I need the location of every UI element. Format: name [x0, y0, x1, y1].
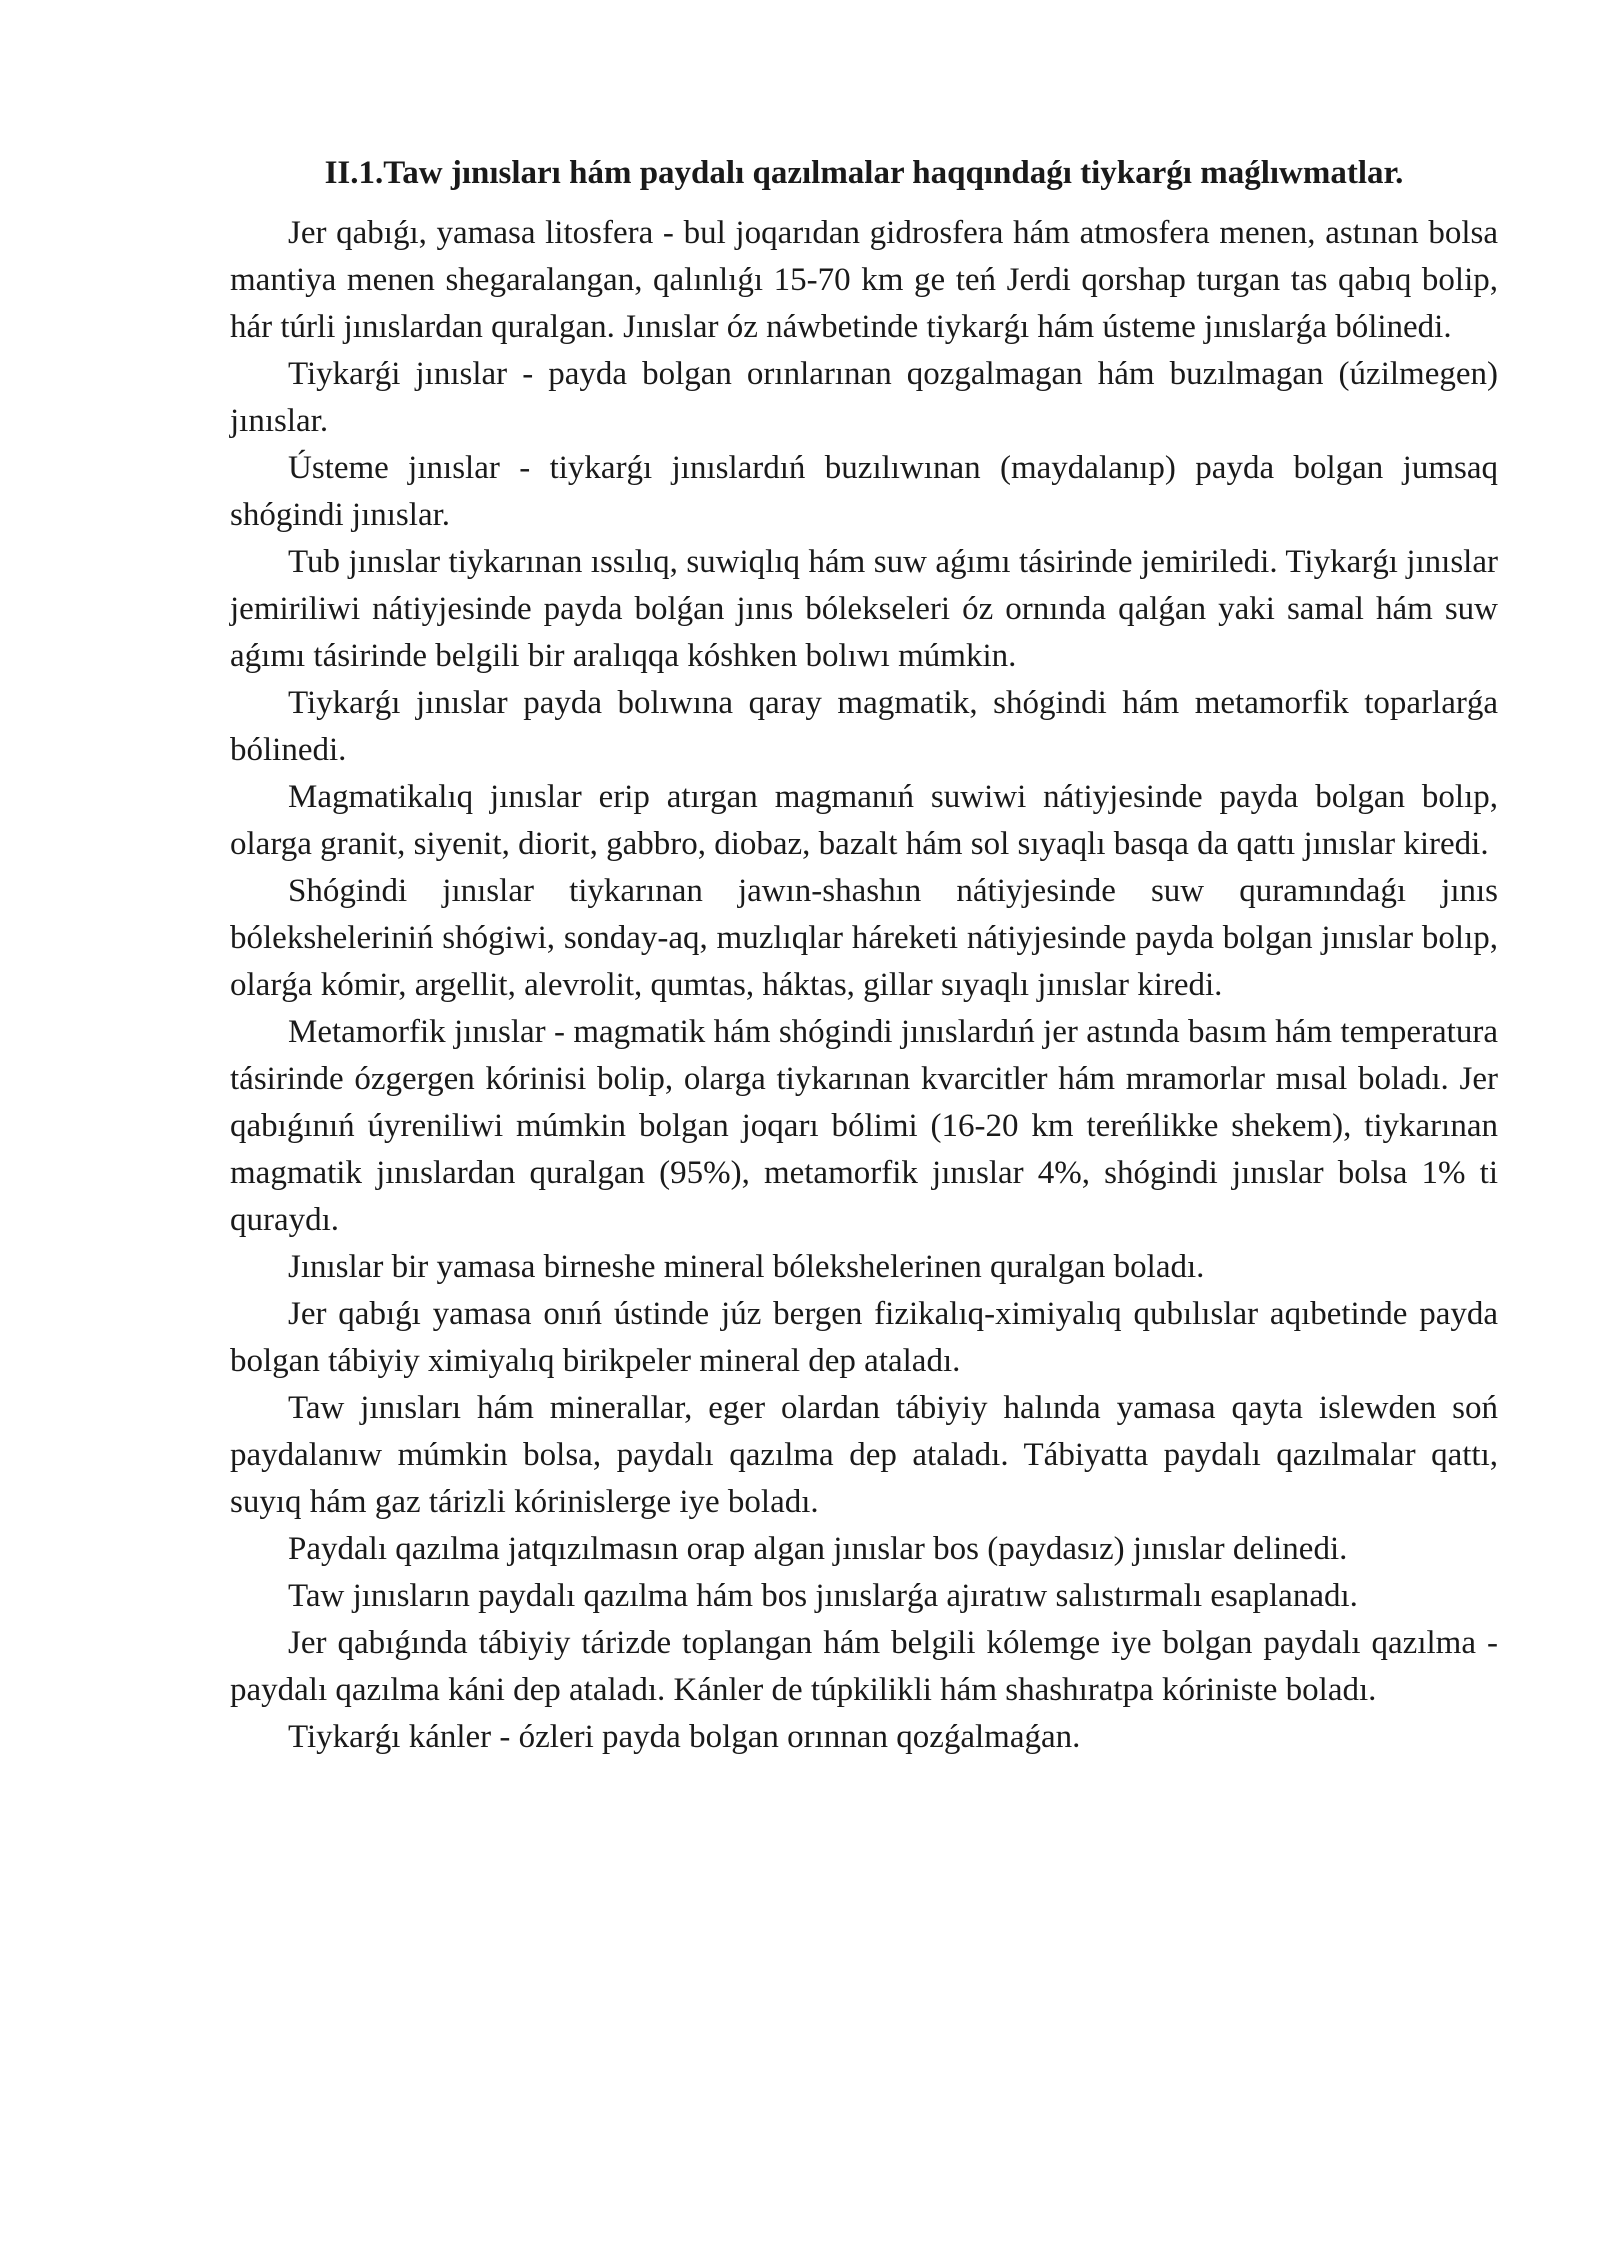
paragraph: Taw jınısları hám minerallar, eger olardan tábiyiy halında yamasa qayta islewden soń paydalanıw múmkin bolsa, paydalı qazılma dep ataladı. Tábiyatta paydalı qazılmalar qattı, suyıq hám gaz tárizli kórinislerge iye boladı.	[230, 1390, 1498, 1520]
paragraph: Paydalı qazılma jatqızılmasın orap algan jınıslar bos (paydasız) jınıslar delinedi.	[288, 1531, 1348, 1567]
paragraph: Magmatikalıq jınıslar erip atırgan magmanıń suwiwi nátiyjesinde payda bolgan bolıp, olarga granit, siyenit, diorit, gabbro, diobaz, bazalt hám sol sıyaqlı basqa da qattı jınıslar kiredi.	[230, 779, 1498, 862]
paragraph: Ústeme jınıslar - tiykarǵı jınıslardıń buzılıwınan (maydalanıp) payda bolgan jumsaq shógindi jınıslar.	[230, 450, 1498, 533]
paragraph: Tub jınıslar tiykarınan ıssılıq, suwiqlıq hám suw aǵımı tásirinde jemiriledi. Tiykarǵı jınıslar jemiriliwi nátiyjesinde payda bolǵan jınıs bólekseleri óz ornında qalǵan yaki samal hám suw aǵımı tásirinde belgili bir aralıqqa kóshken bolıwı múmkin.	[230, 544, 1498, 674]
paragraph: Jer qabıǵı yamasa onıń ústinde júz bergen fizikalıq-ximiyalıq qubılıslar aqıbetinde payda bolgan tábiyiy ximiyalıq birikpeler mineral dep ataladı.	[230, 1296, 1498, 1379]
paragraph: Jer qabıǵında tábiyiy tárizde toplangan hám belgili kólemge iye bolgan paydalı qazılma - paydalı qazılma káni dep ataladı. Kánler de túpkilikli hám shashıratpa kóriniste boladı.	[230, 1625, 1498, 1708]
paragraph: Metamorfik jınıslar - magmatik hám shógindi jınıslardıń jer astında basım hám temperatura tásirinde ózgergen kórinisi bolip, olarga tiykarınan kvarcitler hám mramorlar mısal boladı. Jer qabıǵınıń úyreniliwi múmkin bolgan joqarı bólimi (16-20 km tereńlikke shekem), tiykarınan magmatik jınıslardan quralgan (95%), metamorfik jınıslar 4%, shógindi jınıslar bolsa 1% ti quraydı.	[230, 1014, 1498, 1238]
paragraph: Jer qabıǵı, yamasa litosfera - bul joqarıdan gidrosfera hám atmosfera menen, astınan bolsa mantiya menen shegaralangan, qalınlıǵı 15-70 km ge teń Jerdi qorshap turgan tas qabıq bolip, hár túrli jınıslardan quralgan. Jınıslar óz náwbetinde tiykarǵı hám ústeme jınıslarǵa bólinedi.	[230, 215, 1498, 345]
paragraph: Tiykarǵı jınıslar payda bolıwına qaray magmatik, shógindi hám metamorfik toparlarǵa bólinedi.	[230, 685, 1498, 768]
paragraph: Tiykarǵı kánler - ózleri payda bolgan orınnan qozǵalmaǵan.	[288, 1719, 1081, 1755]
paragraph: Jınıslar bir yamasa birneshe mineral bólekshelerinen quralgan boladı.	[288, 1249, 1205, 1285]
paragraph: Shógindi jınıslar tiykarınan jawın-shashın nátiyjesinde suw quramındaǵı jınıs bóleksheleriniń shógiwi, sonday-aq, muzlıqlar háreketi nátiyjesinde payda bolgan jınıslar bolıp, olarǵa kómir, argellit, alevrolit, qumtas, háktas, gillar sıyaqlı jınıslar kiredi.	[230, 873, 1498, 1003]
section-heading: II.1.Taw jınısları hám paydalı qazılmalar haqqındaǵı tiykarǵı maǵlıwmatlar.	[324, 155, 1404, 191]
document-page	[230, 150, 1498, 1761]
paragraph: Tiykarǵi jınıslar - payda bolgan orınlarınan qozgalmagan hám buzılmagan (úzilmegen) jınıslar.	[230, 356, 1498, 439]
paragraph: Taw jınısların paydalı qazılma hám bos jınıslarǵa ajıratıw salıstırmalı esaplanadı.	[288, 1578, 1358, 1614]
